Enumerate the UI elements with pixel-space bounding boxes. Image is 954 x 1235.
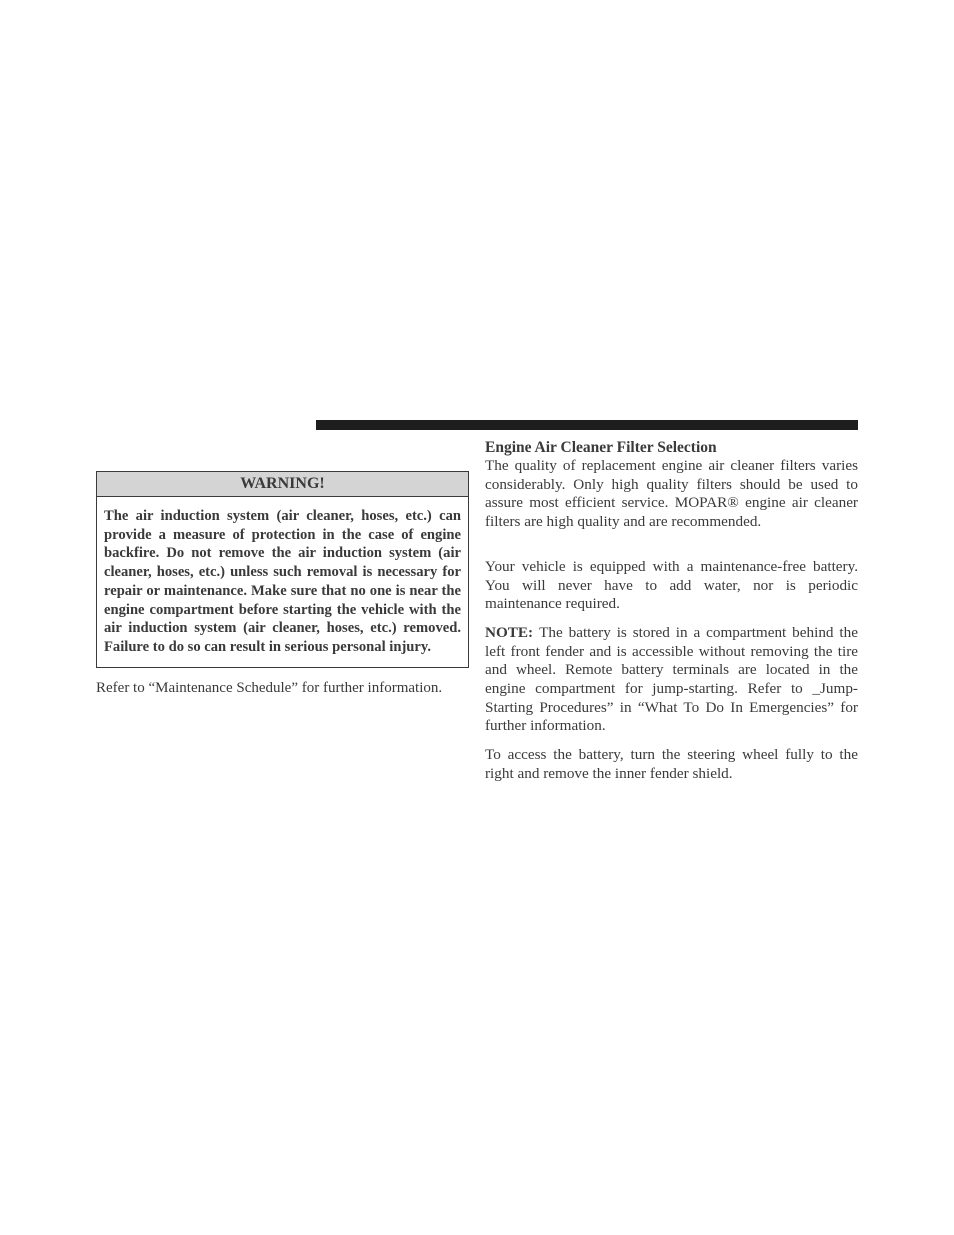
- warning-title: WARNING!: [97, 472, 468, 497]
- left-column: [96, 471, 469, 698]
- section-heading: Engine Air Cleaner Filter Selection: [485, 439, 717, 456]
- filter-paragraph: The quality of replacement engine air cleaner filters varies considerably. Only high quality filters should be used to assure most efficient service. MOPAR® engine air cleaner filters are high quality and are recommended.: [485, 457, 858, 531]
- section-header-bar: [316, 420, 858, 430]
- note-paragraph: [485, 624, 858, 736]
- warning-box: [96, 471, 469, 668]
- note-text: The battery is stored in a compartment behind the left front fender and is accessible without removing the tire and wheel. Remote battery terminals are located in the engine compartment for jump-starting. Refer to _Jump-Starting Procedures” in “What To Do In Emergencies” for further information.: [485, 623, 858, 735]
- right-column: [485, 438, 858, 784]
- access-paragraph: To access the battery, turn the steering wheel fully to the right and remove the inner fender shield.: [485, 746, 858, 782]
- note-label: NOTE:: [485, 623, 534, 641]
- battery-paragraph: Your vehicle is equipped with a maintenance-free battery. You will never have to add water, nor is periodic maintenance required.: [485, 557, 858, 613]
- refer-schedule-text: Refer to “Maintenance Schedule” for further information.: [96, 679, 443, 696]
- warning-text: The air induction system (air cleaner, hoses, etc.) can provide a measure of protection in the case of engine backfire. Do not remove the air induction system (air cleaner, hoses, etc.) unless such removal is necessary for repair or maintenance. Make sure that no one is near the engine compartment before starting the vehicle with the air induction system (air cleaner, hoses, etc.) removed. Failure to do so can result in serious personal injury.: [104, 508, 461, 655]
